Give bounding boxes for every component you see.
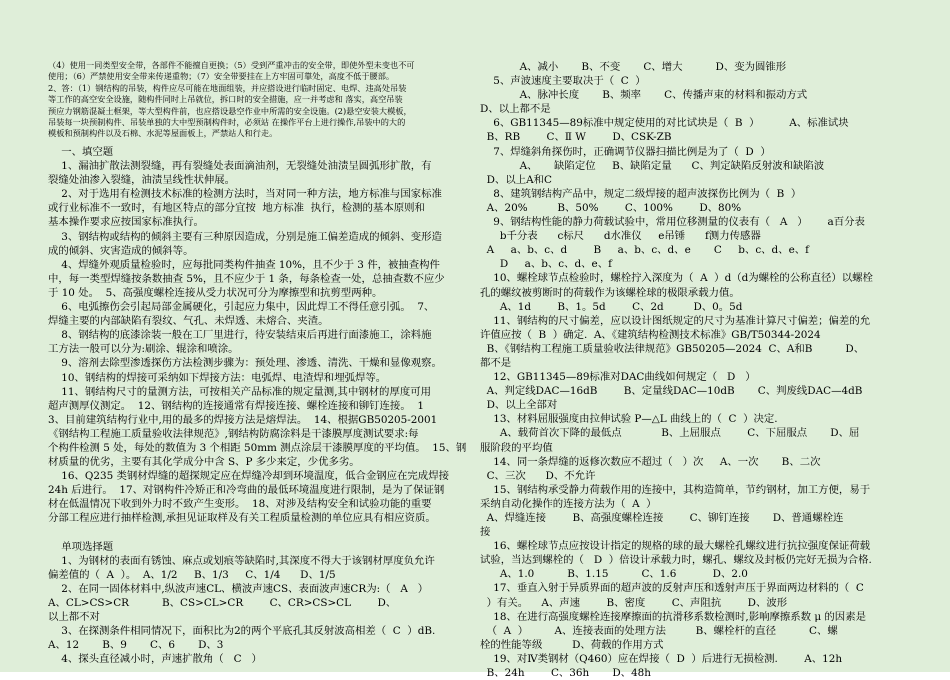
question-text-line: 4、探头直径减小时，声速扩散角（ C ）	[48, 653, 262, 666]
question-text-line: 14、同一条焊缝的返修次数应不超过（ ）次 A、一次 B、二次	[480, 455, 821, 468]
answer-note-line: （4）使用一同类型安全带，各部件不能擅自更换；（5）受到严重冲击的安全带，即使外型未变也不可	[48, 60, 415, 70]
question-text-line: 1、漏油扩散法测裂缝，再有裂缝处表面滴油剂，无裂缝处油渍呈圆弧形扩散，有	[48, 160, 432, 173]
question-text-line: D、以上全部对	[480, 399, 558, 412]
question-text-line: 工方法一般可以分为:刷涂、辊涂和喷涂。	[48, 343, 239, 356]
question-text-line: B、《钢结构工程施工质量验收法律规范》GB50205—2024 C、A和B D、	[480, 342, 865, 355]
question-text-line: B、RB C、Ⅱ W D、CSK-ZB	[480, 131, 672, 144]
question-text-line: （ A ） A、连接表面的处理方法 B、螺栓杆的直径 C、螺	[480, 624, 838, 637]
question-text-line: 10、钢结构的焊接可采纳如下焊接方法：电弧焊、电渣焊和埋弧焊等。	[48, 371, 387, 384]
question-text-line: B、24h C、36h D、48h	[480, 667, 651, 680]
question-text-line: 中，每一类型焊缝按条数抽查 5%，且不应少于 1 条，每条检查一处，总抽查数不应少	[48, 272, 445, 285]
question-text-line: 17、垂直入射于异质界面的超声波的反射声压和透射声压于界面两边材料的（ C	[480, 582, 864, 595]
question-text-line: 焊缝主要的内部缺陷有裂纹、气孔、未焊透、未熔合、夹渣。	[48, 315, 329, 328]
question-text-line: 都不是	[480, 356, 512, 369]
question-text-line: 2、对于选用有检测技术标准的检测方法时，当对同一种方法，地方标准与国家标准	[48, 188, 442, 201]
question-text-line: 4、焊缝外观质量检验时，应每批同类构件抽查 10%，且不少于 3 件，被抽查构件	[48, 258, 440, 271]
question-text-line: 6、GB11345—89标准中规定使用的对比试块是（ B ） A、标准试块	[480, 117, 849, 130]
left-column	[48, 145, 468, 666]
question-text-line: 3、目前建筑结构行业中,用的最多的焊接方法是熔焊法。 14、根据GB50205-2001	[48, 413, 438, 426]
question-text-line: A、 缺陷定位 B、缺陷定量 C、判定缺陷反射波和缺陷波	[480, 159, 825, 172]
question-text-line: 许值应按（ B ）确定. A、《建筑结构检测技术标准》GB/T50344-2024	[480, 328, 821, 341]
question-text-line: 接	[480, 526, 491, 539]
answer-note-line: 模板和预制构件以及石棉、水泥等屋面板上，严禁站人和行走。	[48, 128, 278, 139]
question-text-line: 18、在进行高强度螺栓连接摩擦面的抗滑移系数检测时,影响摩擦系数 μ 的因素是	[480, 610, 866, 623]
question-text-line: A、判定线DAC—16dB B、定量线DAC—10dB C、判废线DAC—4dB	[480, 385, 863, 398]
question-text-line: 9、钢结构性能的静力荷载试验中，常用位移测量的仪表有（ A ） a百分表	[480, 216, 865, 229]
question-text-line	[48, 526, 468, 540]
question-text-line: 5、声波速度主要取决于（ C ）	[480, 75, 646, 88]
answer-note-line: 预应力钢筋混凝土框架，等大型构件前，也应搭设悬空作业中所需的安全设施。(2)悬空安装大模板，	[48, 105, 412, 116]
question-text-line: 19、对Ⅳ类钢材（Q460）应在焊接（ D ）后进行无损检测. A、12h	[480, 652, 843, 665]
question-text-line: 栓的性能等级 D、荷载的作用方式	[480, 638, 664, 651]
answer-note-line: 吊装每一块预制构件、吊装单独的大中型预制构件时，必须站 在操作平台上进行操作,吊装中的大的	[48, 117, 406, 128]
question-text-line: 2、在同一固体材料中,纵波声速CL、横波声速CS、表面波声速CR为:（ A ）	[48, 582, 429, 595]
question-text-line: D、以上A和C	[480, 173, 552, 186]
answer-note-line: 2、答：（1）钢结构的吊装，构件应尽可能在地面组装，并应搭设进行临时固定、电焊、违高处吊装	[48, 82, 407, 93]
question-text-line: b千分表 c标尺 d水准仪 e吊锤 f测力传感器	[480, 230, 761, 243]
question-text-line: 单项选择题	[48, 540, 114, 553]
question-text-line: 基本操作要求应按国家标准执行。	[48, 216, 204, 229]
question-text-line: 个构件检测 5 处，每处的数值为 3 个相距 50mm 测点涂层干漆膜厚度的平均值。 15、钢	[48, 441, 467, 454]
question-text-line: 3、钢结构或结构的倾斜主要有三种原因造成，分别是施工偏差造成的倾斜、变形造	[48, 230, 442, 243]
question-text-line: C、三次 D、不允许	[480, 469, 596, 482]
question-text-line: 材质量的优劣，主要有其化学成分中含 S、P 多少来定，少优多劣。	[48, 456, 360, 469]
question-text-line: 分部工程应进行抽样检测,承担见证取样及有关工程质量检测的单位应具有相应资质。	[48, 512, 436, 525]
question-text-line: 8、钢结构的底漆涂装一般在工厂里进行，待安装结束后再进行面漆施工，涂料施	[48, 329, 432, 342]
question-text-line: A、1.0 B、1.15 C、1.6 D、2.0	[480, 568, 748, 581]
answer-note-line: 使用；（6）严禁使用安全带来传递重物；（7）安全带要挂在上方牢固可靠处，高度不低于腰部。	[48, 71, 395, 82]
answer-note-line: 等工作的高空安全设施，随构件同时上吊就位，拆口时的安全措施，应一并考虑和 落实，高空吊装	[48, 94, 403, 105]
question-text-line: A、载荷首次下降的最低点 B、上屈服点 C、下屈服点 D、屈	[480, 427, 860, 440]
question-text-line: A a、b、c、d B a、b、c、d、e C b、c、d、e、f	[480, 244, 809, 257]
question-text-line: 11、钢结构的尺寸偏差，应以设计图纸规定的尺寸为基准计算尺寸偏差；偏差的允	[480, 314, 871, 327]
question-text-line: A、焊缝连接 B、高强度螺栓连接 C、铆钉连接 D、普通螺栓连	[480, 512, 844, 524]
question-text-line: 13、材料屈服强度由拉伸试验 P—△L 曲线上的（ C ）决定.	[480, 413, 778, 426]
question-text-line: A、12 B、9 C、6 D、3	[48, 639, 224, 652]
question-text-line: A、CL>CS>CR B、CS>CL>CR C、CR>CS>CL D、	[48, 597, 397, 609]
question-text-line: 10、螺栓球节点检验时，螺栓拧入深度为（ A ）d（d为螺栓的公称直径）以螺栓	[480, 272, 873, 285]
question-text-line: 9、溶剂去除型渗透探伤方法检测步骤为：预处理、渗透、清洗、干燥和显像观察。	[48, 357, 442, 370]
question-text-line: 《钢结构工程施工质量验收法律规范》,钢结构防腐涂料是干漆膜厚度测试要求:每	[48, 427, 419, 440]
question-text-line: 8、建筑钢结构产品中，规定二级焊接的超声波探伤比例为（ B ）	[480, 187, 802, 200]
question-text-line: 15、钢结构承受静力荷载作用的连接中，其构造简单，节约钢材，加工方便，易于	[480, 483, 871, 496]
question-text-line: 孔的螺纹被剪断时的荷载作为该螺栓球的极限承载力值。	[480, 286, 740, 299]
question-text-line: 成的倾斜、灾害造成的倾斜等。	[48, 244, 194, 257]
question-text-line: 采纳自动化操作的连接方法为（ A ）	[480, 497, 657, 510]
question-text-line: A、脉冲长度 B、频率 C、传播声束的材料和振动方式	[480, 89, 808, 102]
question-text-line: 12、GB11345—89标准对DAC曲线如何规定（ D ）	[480, 371, 756, 384]
question-text-line: A、20% B、50% C、100% D、80%	[480, 201, 742, 214]
right-column	[480, 60, 905, 680]
question-text-line: 24h 后进行。 17、对钢构件冷矫正和冷弯曲的最低环境温度进行限制，是为了保证钢	[48, 484, 445, 497]
question-text-line: 一、填空题	[48, 146, 114, 158]
question-text-line: D、以上都不是	[480, 103, 551, 116]
question-text-line: 试验，当达到螺栓的（ D ）倍设计承载力时，螺孔、螺纹及封板仍完好无损为合格.	[480, 554, 872, 567]
question-text-line: 于 10 处。 5、高强度螺栓连接从受力状况可分为摩擦型和抗剪型两种。	[48, 286, 383, 299]
question-text-line: 服阶段的平均值	[480, 441, 553, 454]
question-text-line: 11、钢结构尺寸的量测方法，可按相关产品标准的规定量测,其中钢材的厚度可用	[48, 385, 432, 398]
question-text-line: 以上都不对	[48, 611, 100, 624]
question-text-line: 裂缝处油渗入裂缝，油渍呈线性状伸展。	[48, 174, 236, 187]
question-text-line: A、1d B、1。5d C、2d D、0。5d	[480, 300, 743, 313]
question-text-line: ）有关。 A、声速 B、密度 C、声阻抗 D、波形	[480, 596, 788, 609]
question-text-line: 6、电弧擦伤会引起局部金属硬化，引起应力集中，因此焊工不得任意引弧。 7、	[48, 301, 435, 314]
question-text-line: 偏差值的（ A ）。 A、1/2 B、1/3 C、1/4 D、1/5	[48, 568, 336, 581]
question-text-line: 超声测厚仪测定。 12、钢结构的连接通常有焊接连接、螺栓连接和铆钉连接。 1	[48, 399, 424, 412]
question-text-line: 或行业标准不一致时，有地区特点的部分宜按 地方标准 执行，检测的基本原则和	[48, 202, 425, 215]
question-text-line: 7、焊缝斜角探伤时，正确调节仪器扫描比例是为了（ D ）	[480, 145, 771, 158]
question-text-line: 材在低温情况下收到外力时不致产生变形。 18、对涉及结构安全和试验功能的重要	[48, 498, 432, 511]
question-text-line: 16、螺栓球节点应按设计指定的规格的球的最大螺栓孔螺纹进行抗拉强度保证荷载	[480, 540, 871, 553]
question-text-line: A、减小 B、不变 C、增大 D、变为圆锥形	[480, 61, 787, 73]
answer-note-block	[48, 60, 468, 140]
question-text-line: 1、为钢材的表面有锈蚀、麻点或划痕等缺陷时,其深度不得大于该钢材厚度负允许	[48, 554, 435, 567]
question-text-line: D a、b、c、d、e、f	[480, 258, 612, 271]
question-text-line: 16、Q235 类钢材焊缝的超探规定应在焊缝冷却到环境温度，低合金钢应在完成焊接	[48, 470, 449, 483]
question-text-line: 3、在探测条件相同情况下，面积比为2的两个平底孔其反射波高相差（ C ）dB.	[48, 625, 436, 638]
